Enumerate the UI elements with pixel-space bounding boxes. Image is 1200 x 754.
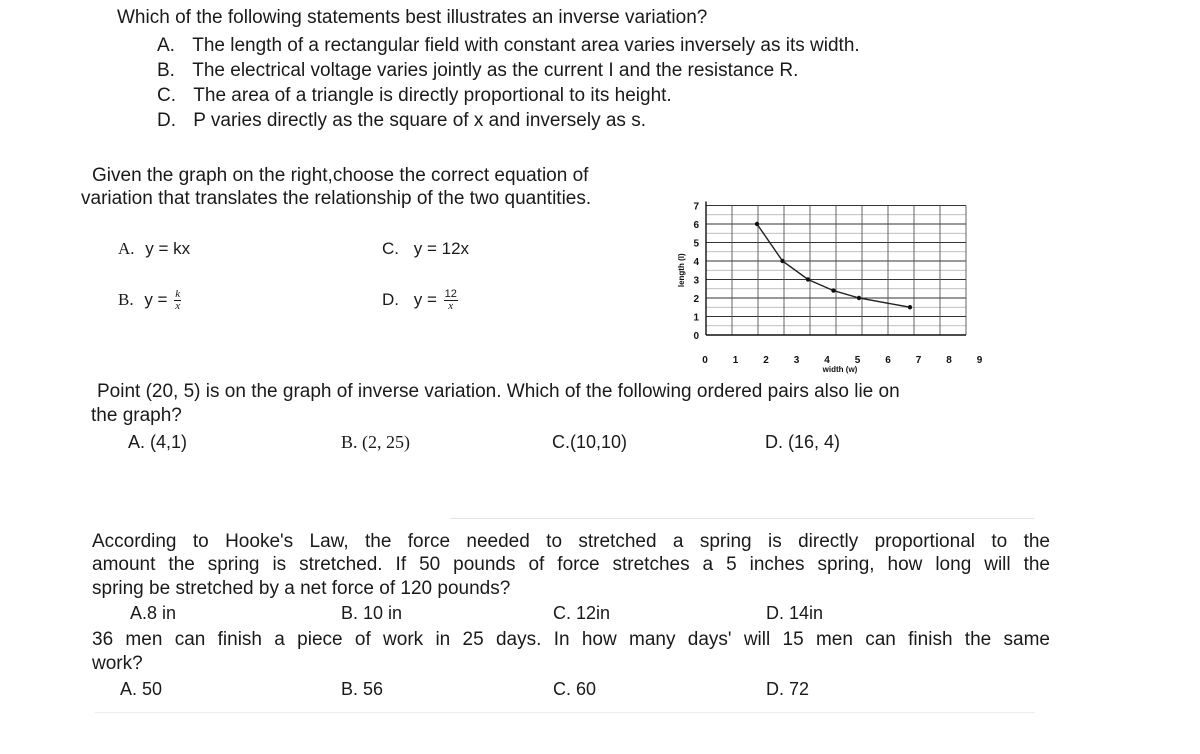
option-text: y = kx [145,239,191,258]
x-tick-label: 7 [915,355,922,366]
q2-line-1: Given the graph on the right,choose the correct equation of [92,165,589,186]
option-letter: D. [382,289,399,309]
fraction-12-over-x [444,289,458,312]
option-text: y = 12x [413,239,470,258]
y-tick-label: 6 [693,220,699,231]
q3-line-2: the graph? [91,405,182,426]
data-point [806,277,810,281]
q1-question: Which of the following statements best illustrates an inverse variation? [117,7,708,28]
q4-line-2: amount the spring is stretched. If 50 pounds of force stretches a 5 inches spring, how long will the [92,554,1050,575]
y-axis-label: length (l) [677,253,686,288]
q2-line-2: variation that translates the relationship of the two quantities. [81,188,592,209]
data-point [831,288,835,292]
q1-option-c [157,84,672,109]
bottom-scan-line [95,712,1035,713]
y-tick-label: 3 [693,275,699,287]
q4-option-b: B. 10 in [341,603,403,623]
q5-option-c: C. 60 [553,679,597,699]
inverse-variation-graph [660,185,983,385]
fraction-numerator: k [175,288,181,300]
q1-option-d [157,109,646,134]
q3-option-c: C.(10,10) [552,432,628,452]
option-prefix: y = [413,289,437,309]
x-tick-label: 1 [732,355,739,366]
x-tick-label: 8 [946,355,952,366]
q2-option-d [382,289,458,312]
q1-option-b [157,59,798,84]
q4-option-c: C. 12in [553,603,611,623]
x-tick-label: 4 [824,355,830,366]
series-line [757,224,910,307]
x-tick-label: 3 [793,355,800,366]
y-tick-label: 0 [693,331,699,342]
q5-line-2: work? [92,653,143,674]
x-tick-label: 5 [854,355,861,366]
q2-option-c [382,239,469,259]
option-letter: C. [157,85,176,106]
x-axis-label: width (w) [822,365,858,374]
data-point [857,296,861,300]
y-tick-label: 7 [693,201,699,213]
option-prefix: y = [144,289,168,309]
q3-option-d: D. (16, 4) [765,432,841,452]
q5-line-1: 36 men can finish a piece of work in 25 days. In how many days' will 15 men can finish the same [92,629,1050,650]
q2-option-a [118,239,190,259]
q3-option-a: A. (4,1) [128,432,188,452]
q5-option-d: D. 72 [766,679,810,699]
x-tick-label: 6 [885,355,891,366]
option-text: P varies directly as the square of x and inversely as s. [193,110,646,131]
x-tick-label: 9 [976,355,983,366]
q4-line-3: spring be stretched by a net force of 120 pounds? [92,578,511,599]
option-text: The length of a rectangular field with constant area varies inversely as its width. [192,35,860,56]
q5-option-b: B. 56 [341,679,384,699]
data-point [755,222,759,226]
q3-line-1: Point (20, 5) is on the graph of inverse variation. Which of the following ordered pairs also lie on [97,381,900,402]
y-tick-label: 4 [693,257,699,268]
fraction-denominator: x [175,300,181,312]
option-letter: D. [157,110,176,131]
data-point [780,259,784,263]
data-point [908,305,912,309]
option-letter: A. [118,239,135,258]
option-letter: A. [157,35,175,56]
q4-option-a: A.8 in [130,603,177,623]
divider-line [450,518,1034,519]
y-tick-label: 1 [693,312,699,324]
option-text: The electrical voltage varies jointly as the current I and the resistance R. [192,60,799,81]
y-tick-label: 2 [693,294,699,305]
option-letter: B. [118,289,134,309]
fraction-k-over-x [174,289,181,312]
x-tick-label: 0 [702,355,708,366]
fraction-denominator: x [448,300,454,312]
q4-option-d: D. 14in [766,603,824,623]
q4-line-1: According to Hooke's Law, the force needed to stretched a spring is directly proportional to the [92,531,1050,552]
q5-option-a: A. 50 [120,679,163,699]
y-tick-label: 5 [693,238,699,250]
q3-option-b: B. (2, 25) [341,432,410,452]
fraction-numerator: 12 [444,288,457,300]
q1-option-a [157,34,860,59]
option-text: The area of a triangle is directly proportional to its height. [193,85,672,106]
option-letter: B. [157,60,175,81]
q2-option-b [118,289,181,312]
x-tick-label: 2 [763,355,769,366]
option-letter: C. [382,239,399,258]
